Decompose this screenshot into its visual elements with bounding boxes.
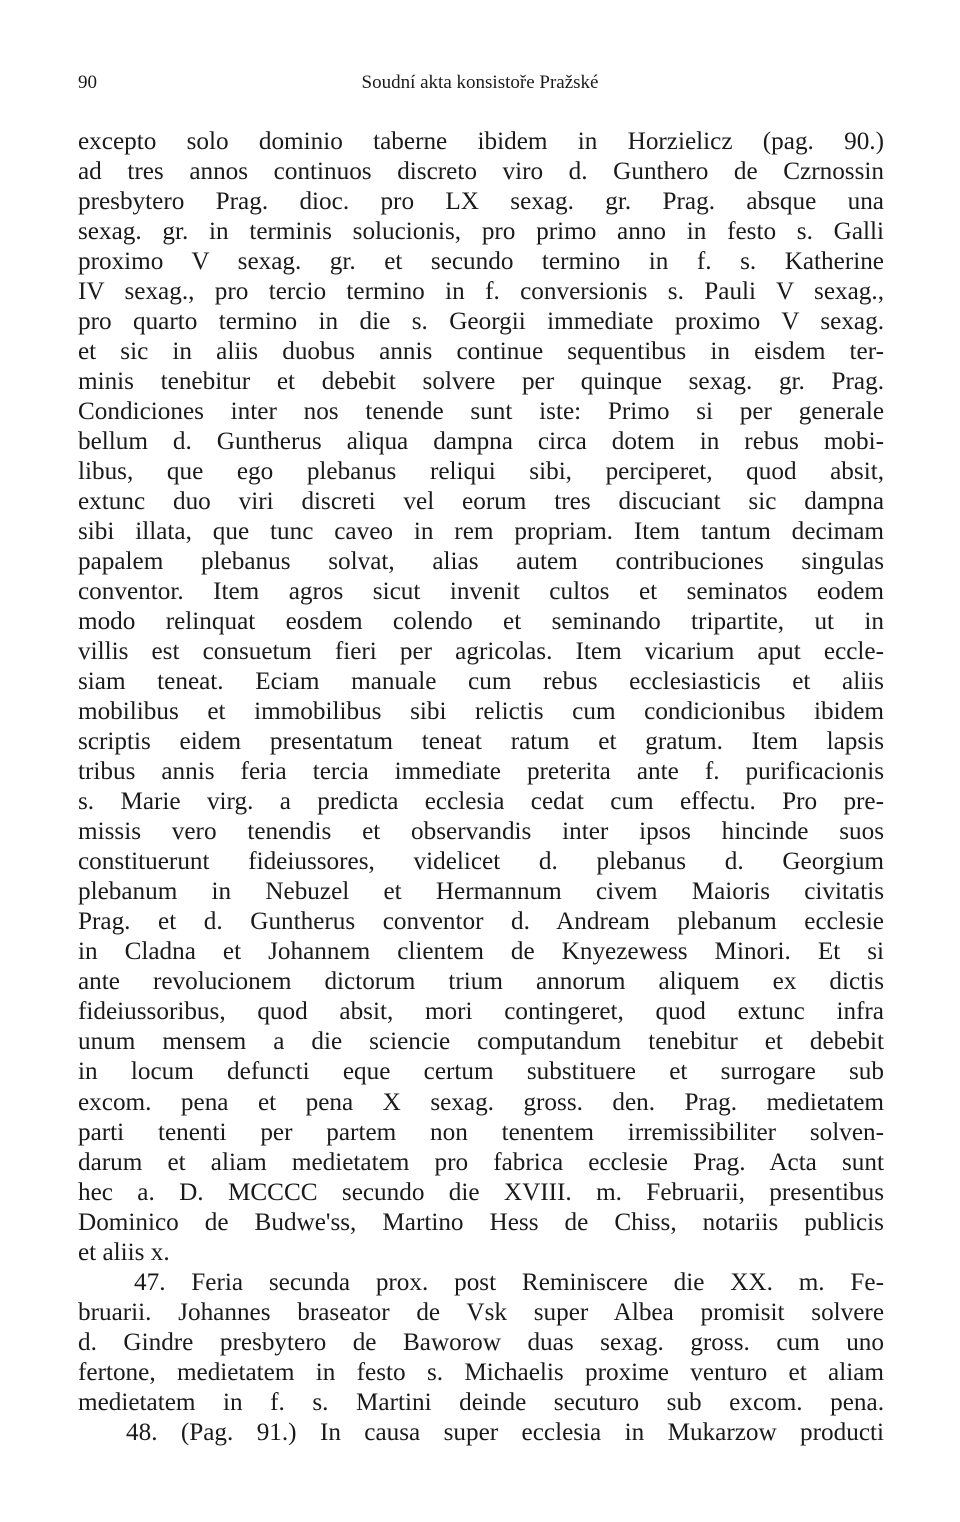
text-line: plebanum in Nebuzel et Hermannum civem Maioris civitatis — [78, 878, 884, 906]
text-line: et aliis x. — [78, 1238, 170, 1266]
text-line: d. Gindre presbytero de Baworow duas sexag. gross. cum uno — [78, 1328, 884, 1356]
text-line: papalem plebanus solvat, alias autem contribuciones singulas — [78, 548, 884, 576]
text-line: Dominico de Budwe'ss, Martino Hess de Chiss, notariis publicis — [78, 1208, 884, 1236]
entry-48-first-line: 48. (Pag. 91.) In causa super ecclesia in Mukarzow producti — [126, 1418, 884, 1446]
text-line: medietatem in f. s. Martini deinde secuturo sub excom. pena. — [78, 1388, 884, 1416]
text-line: et sic in aliis duobus annis continue sequentibus in eisdem ter- — [78, 338, 884, 366]
text-line: mobilibus et immobilibus sibi relictis cum condicionibus ibidem — [78, 698, 884, 726]
text-line: in Cladna et Johannem clientem de Knyezewess Minori. Et si — [78, 938, 884, 966]
text-line: sibi illata, que tunc caveo in rem propriam. Item tantum decimam — [78, 518, 884, 546]
page-number: 90 — [78, 72, 97, 93]
entry-47-first-line: 47. Feria secunda prox. post Reminiscere die XX. m. Fe- — [134, 1268, 884, 1296]
text-line: fertone, medietatem in festo s. Michaelis proxime venturo et aliam — [78, 1358, 884, 1386]
text-line: excepto solo dominio taberne ibidem in Horzielicz (pag. 90.) — [78, 128, 884, 155]
text-line: extunc duo viri discreti vel eorum tres discuciant sic dampna — [78, 488, 884, 516]
text-line: siam teneat. Eciam manuale cum rebus ecclesiasticis et aliis — [78, 668, 884, 696]
text-line: in locum defuncti eque certum substituere et surrogare sub — [78, 1058, 884, 1086]
text-line: Condiciones inter nos tenende sunt iste: Primo si per generale — [78, 398, 884, 426]
text-line: parti tenenti per partem non tenentem irremissibiliter solven- — [78, 1118, 884, 1146]
text-line: minis tenebitur et debebit solvere per quinque sexag. gr. Prag. — [78, 368, 884, 396]
text-line: scriptis eidem presentatum teneat ratum et gratum. Item lapsis — [78, 728, 884, 756]
text-line: IV sexag., pro tercio termino in f. conversionis s. Pauli V sexag., — [78, 278, 884, 306]
text-line: pro quarto termino in die s. Georgii immediate proximo V sexag. — [78, 308, 884, 336]
text-line: presbytero Prag. dioc. pro LX sexag. gr. Prag. absque una — [78, 188, 884, 216]
text-line: fideiussoribus, quod absit, mori contingeret, quod extunc infra — [78, 998, 884, 1026]
text-line: bruarii. Johannes braseator de Vsk super Albea promisit solvere — [78, 1298, 884, 1326]
text-line: excom. pena et pena X sexag. gross. den. Prag. medietatem — [78, 1088, 884, 1116]
text-line: hec a. D. MCCCC secundo die XVIII. m. Februarii, presentibus — [78, 1178, 884, 1206]
text-line: proximo V sexag. gr. et secundo termino in f. s. Katherine — [78, 248, 884, 276]
text-line: villis est consuetum fieri per agricolas. Item vicarium aput eccle- — [78, 638, 884, 666]
text-line: Prag. et d. Guntherus conventor d. Andream plebanum ecclesie — [78, 908, 884, 936]
text-line: tribus annis feria tercia immediate preterita ante f. purificacionis — [78, 758, 884, 786]
text-line: modo relinquat eosdem colendo et seminando tripartite, ut in — [78, 608, 884, 636]
text-line: missis vero tenendis et observandis inter ipsos hincinde suos — [78, 818, 884, 846]
text-line: libus, que ego plebanus reliqui sibi, perciperet, quod absit, — [78, 458, 884, 486]
text-line: sexag. gr. in terminis solucionis, pro primo anno in festo s. Galli — [78, 218, 884, 246]
page-header — [78, 72, 882, 102]
text-line: darum et aliam medietatem pro fabrica ecclesie Prag. Acta sunt — [78, 1148, 884, 1176]
text-line: conventor. Item agros sicut invenit cultos et seminatos eodem — [78, 578, 884, 606]
running-title: Soudní akta konsistoře Pražské — [361, 72, 599, 93]
text-line: ad tres annos continuos discreto viro d. Gunthero de Czrnossin — [78, 158, 884, 186]
text-line: s. Marie virg. a predicta ecclesia cedat cum effectu. Pro pre- — [78, 788, 884, 816]
text-line: constituerunt fideiussores, videlicet d. plebanus d. Georgium — [78, 848, 884, 876]
text-line: ante revolucionem dictorum trium annorum aliquem ex dictis — [78, 968, 884, 996]
body-text — [78, 127, 884, 1448]
text-line: unum mensem a die sciencie computandum tenebitur et debebit — [78, 1028, 884, 1056]
text-line: bellum d. Guntherus aliqua dampna circa dotem in rebus mobi- — [78, 428, 884, 456]
